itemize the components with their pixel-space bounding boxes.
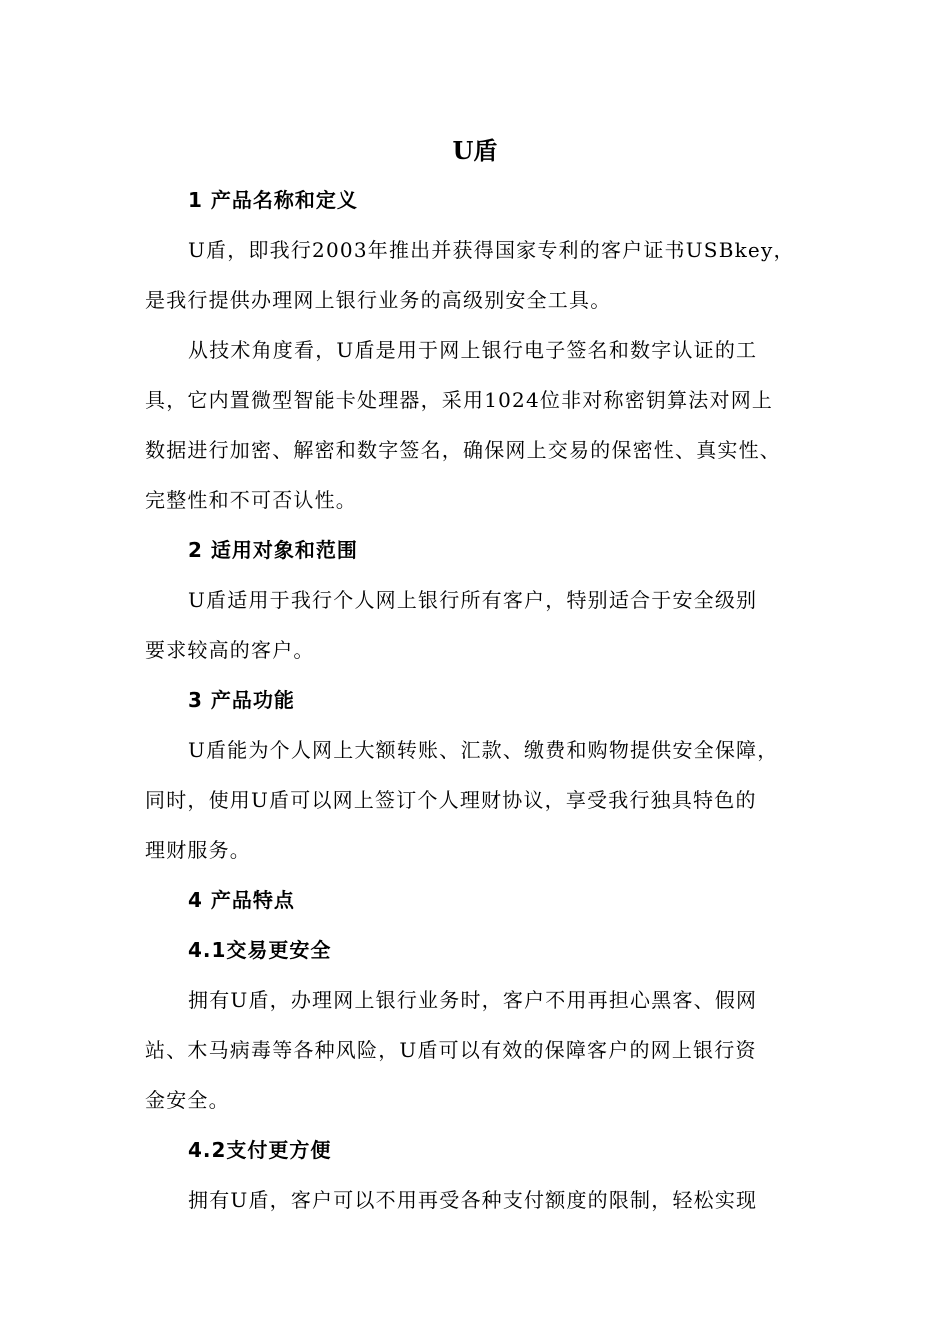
paragraph-line: U盾能为个人网上大额转账、汇款、缴费和购物提供安全保障， bbox=[188, 738, 779, 762]
paragraph-line: 完整性和不可否认性。 bbox=[145, 488, 357, 512]
section-heading-4-1: 4.1交易更安全 bbox=[188, 938, 332, 962]
paragraph-line: U盾适用于我行个人网上银行所有客户，特别适合于安全级别 bbox=[188, 588, 758, 612]
section-heading-1: 1 产品名称和定义 bbox=[188, 188, 358, 212]
paragraph-line: 站、木马病毒等各种风险，U盾可以有效的保障客户的网上银行资 bbox=[145, 1038, 757, 1062]
paragraph-line: 从技术角度看，U盾是用于网上银行电子签名和数字认证的工 bbox=[188, 338, 758, 362]
paragraph-line: 数据进行加密、解密和数字签名，确保网上交易的保密性、真实性、 bbox=[145, 438, 781, 462]
section-heading-2: 2 适用对象和范围 bbox=[188, 538, 358, 562]
section-heading-4: 4 产品特点 bbox=[188, 888, 295, 912]
paragraph-line: U盾，即我行2003年推出并获得国家专利的客户证书USBkey， bbox=[188, 238, 795, 262]
paragraph-line: 拥有U盾，客户可以不用再受各种支付额度的限制，轻松实现 bbox=[188, 1188, 758, 1212]
section-heading-4-2: 4.2支付更方便 bbox=[188, 1138, 332, 1162]
paragraph-line: 要求较高的客户。 bbox=[145, 638, 315, 662]
paragraph-line: 同时，使用U盾可以网上签订个人理财协议，享受我行独具特色的 bbox=[145, 788, 757, 812]
paragraph-line: 拥有U盾，办理网上银行业务时，客户不用再担心黑客、假网 bbox=[188, 988, 758, 1012]
section-heading-3: 3 产品功能 bbox=[188, 688, 295, 712]
paragraph-line: 是我行提供办理网上银行业务的高级别安全工具。 bbox=[145, 288, 612, 312]
paragraph-line: 金安全。 bbox=[145, 1088, 230, 1112]
paragraph-line: 具，它内置微型智能卡处理器，采用1024位非对称密钥算法对网上 bbox=[145, 388, 774, 412]
paragraph-line: 理财服务。 bbox=[145, 838, 251, 862]
document-title: U盾 bbox=[452, 136, 498, 165]
